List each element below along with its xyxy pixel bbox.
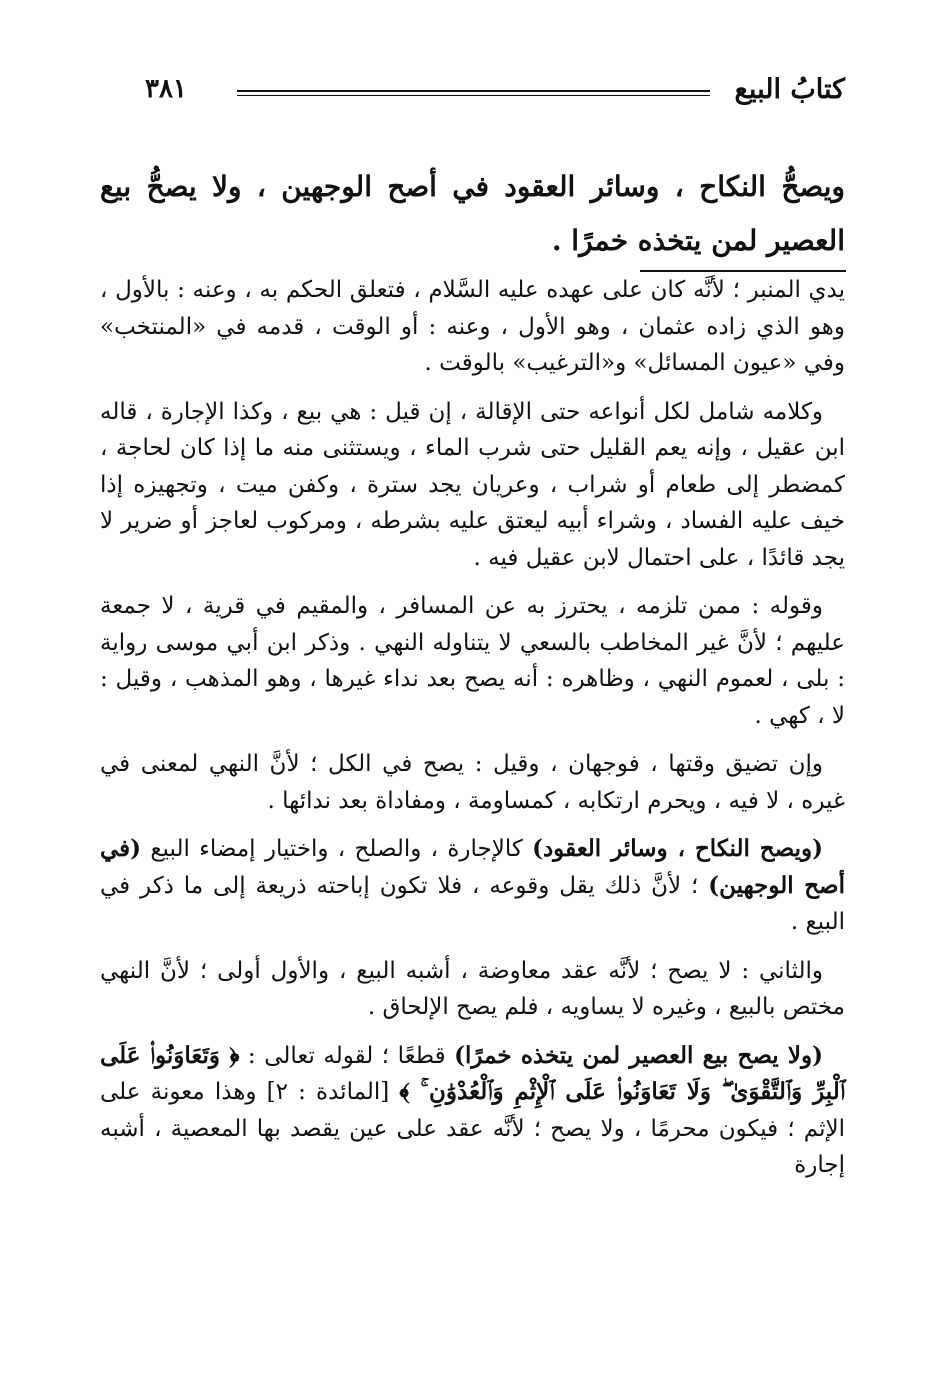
matn-quote: (ويصح النكاح ، وسائر العقود) — [532, 835, 823, 862]
running-header — [145, 68, 845, 118]
paragraph-text: كالإجارة ، والصلح ، واختيار إمضاء البيع — [141, 836, 533, 862]
paragraph: وكلامه شامل لكل أنواعه حتى الإقالة ، إن قيل : هي بيع ، وكذا الإجارة ، قاله ابن عقيل ، وإنه يعم القليل حتى شرب الماء ، ويستثنى منه ما إذا كان لحاجة ، كمضطر إلى طعام أو شراب ، وعريان يجد سترة ، وكفن ميت ، وتجهيزه إذا خيف عليه الفساد ، وشراء أبيه ليعتق عليه بشرطه ، ومركوب لعاجز أو ضرير لا يجد قائدًا ، على احتمال لابن عقيل فيه . — [100, 398, 845, 571]
paragraph-text: ؛ لأنَّ ذلك يقل وقوعه ، فلا تكون إباحته ذريعة إلى ما ذكر في البيع . — [100, 872, 845, 935]
matn-text: ويصحُّ النكاح ، وسائر العقود في أصح الوجهين ، ولا يصحُّ بيع العصير لمن يتخذه خمرًا . — [100, 170, 845, 257]
paragraph — [100, 1038, 845, 1184]
commentary — [100, 272, 845, 1196]
paragraph: وقوله : ممن تلزمه ، يحترز به عن المسافر ، والمقيم في قرية ، لا جمعة عليهم ؛ لأنَّ غير المخاطب بالسعي لا يتناوله النهي . وذكر ابن أبي موسى رواية : بلى ، لعموم النهي ، وظاهره : أنه يصح بعد نداء غيرها ، وهو المذهب ، وقيل : لا ، كهي . — [100, 593, 845, 729]
paragraph: وإن تضيق وقتها ، فوجهان ، وقيل : يصح في الكل ؛ لأنَّ النهي لمعنى في غيره ، لا فيه ، ويحرم ارتكابه ، كمساومة ، ومفاداة بعد ندائها . — [100, 751, 845, 814]
paragraph — [100, 831, 845, 941]
page-number: ٣٨١ — [145, 74, 187, 104]
paragraph-text: قطعًا ؛ لقوله تعالى : — [239, 1042, 455, 1069]
paragraph: والثاني : لا يصح ؛ لأنَّه عقد معاوضة ، أشبه البيع ، والأول أولى ؛ لأنَّ النهي مختص بالبيع ، وغيره لا يساويه ، فلم يصح الإلحاق . — [100, 957, 845, 1020]
paragraph: يدي المنبر ؛ لأنَّه كان على عهده عليه السَّلام ، فتعلق الحكم به ، وعنه : بالأول ، وهو الذي زاده عثمان ، وهو الأول ، وعنه : أو الوقت ، قدمه في «المنتخب» وفي «عيون المسائل» و«الترغيب» بالوقت . — [100, 277, 845, 376]
matn-quote: (ولا يصح بيع العصير لمن يتخذه خمرًا) — [454, 1041, 823, 1069]
book-title: كتابُ البيع — [734, 74, 845, 105]
header-rule — [237, 90, 710, 96]
paragraph-text: [المائدة : ٢] وهذا معونة على الإثم ؛ فيكون محرمًا ، ولا يصح ؛ لأنَّه عقد على عين يقصد بها المعصية ، أشبه إجارة — [100, 1079, 845, 1178]
matn-quote: (في أصح الوجهين) — [100, 835, 845, 899]
quran-verse: ﴿ وَتَعَاوَنُوا۟ عَلَى ٱلْبِرِّ وَٱلتَّقْوَىٰ ۖ وَلَا تَعَاوَنُوا۟ عَلَى ٱلْإِثْمِ وَٱلْعُدْوَٰنِ ۚ ﴾ — [100, 1041, 845, 1105]
